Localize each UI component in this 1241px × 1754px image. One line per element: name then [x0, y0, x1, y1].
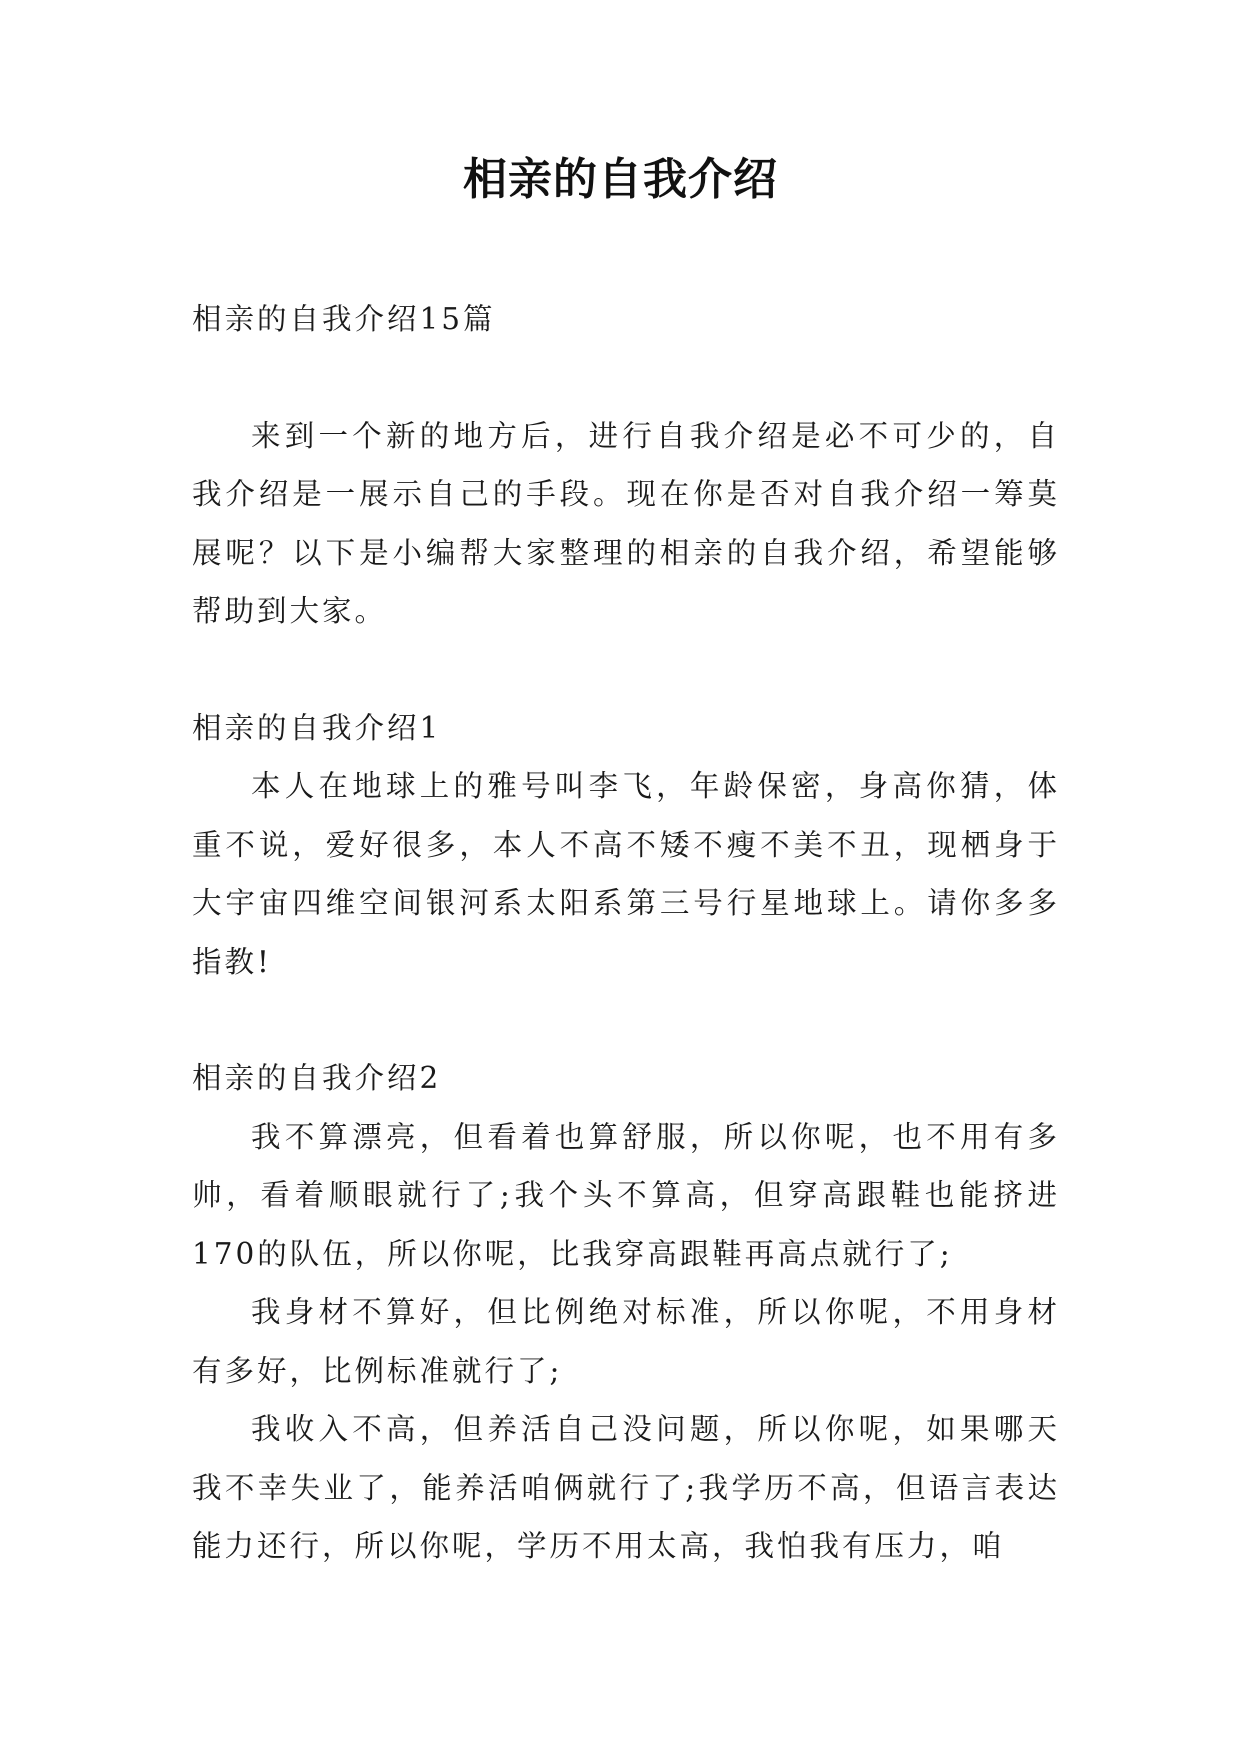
intro-paragraph: 来到一个新的地方后，进行自我介绍是必不可少的，自我介绍是一展示自己的手段。现在你是否对自我介绍一筹莫展呢？以下是小编帮大家整理的相亲的自我介绍，希望能够帮助到大家。 — [192, 418, 1060, 628]
section-paragraph: 我身材不算好，但比例绝对标准，所以你呢，不用身材有多好，比例标准就行了; — [192, 1295, 1060, 1388]
section-heading: 相亲的自我介绍1 — [192, 710, 442, 745]
document-subtitle: 相亲的自我介绍15篇 — [192, 302, 496, 336]
section-paragraph: 本人在地球上的雅号叫李飞，年龄保密，身高你猜，体重不说，爱好很多，本人不高不矮不瘦不美不丑，现栖身于大宇宙四维空间银河系太阳系第三号行星地球上。请你多多指教! — [192, 769, 1060, 979]
page-title: 相亲的自我介绍 — [463, 154, 778, 205]
section-paragraph: 我收入不高，但养活自己没问题，所以你呢，如果哪天我不幸失业了，能养活咱俩就行了;我学历不高，但语言表达能力还行，所以你呢，学历不用太高，我怕我有压力，咱 — [192, 1412, 1060, 1563]
section-heading: 相亲的自我介绍2 — [192, 1061, 442, 1095]
document-body — [192, 290, 1060, 1576]
section-paragraph: 我不算漂亮，但看着也算舒服，所以你呢，也不用有多帅，看着顺眼就行了;我个头不算高，但穿高跟鞋也能挤进170的队伍，所以你呢，比我穿高跟鞋再高点就行了; — [192, 1119, 1060, 1271]
